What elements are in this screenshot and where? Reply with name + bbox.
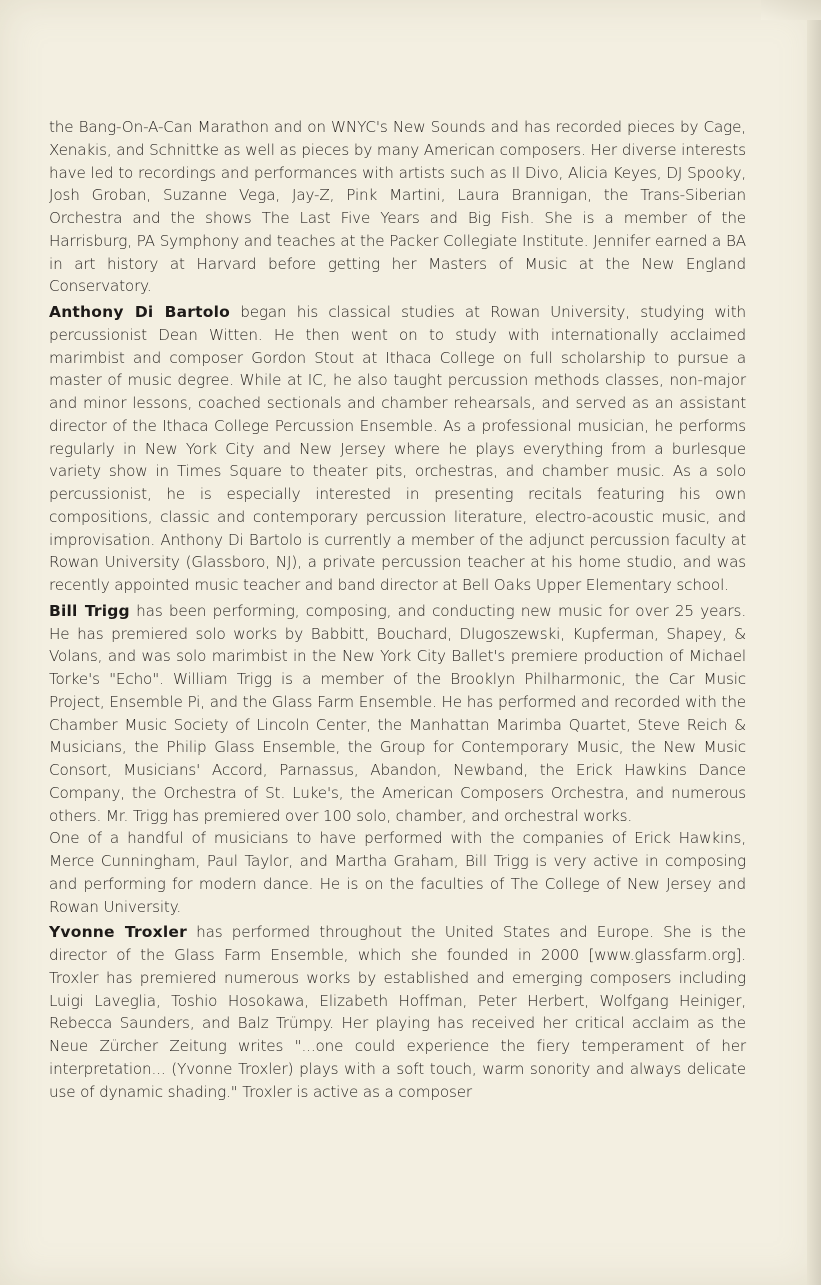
bio-text: began his classical studies at Rowan University, studying with percussionist Dean Witten. He then went on to study with internationally acclaimed marimbist and composer Gordon Stout at Ithaca College on full scholarship to pursue a master of music degree. While at IC, he also taught percussion methods classes, non-major and minor lessons, coached sectionals and chamber rehearsals, and served as an assistant director of the Ithaca College Percussion Ensemble. As a professional musician, he performs regularly in New York City and New Jersey where he plays everything from a burlesque variety show in Times Square to theater pits, orchestras, and chamber music. As a solo percussionist, he is especially interested in presenting recitals featuring his own compositions, classic and contemporary percussion literature, electro-acoustic music, and improvisation. Anthony Di Bartolo is currently a member of the adjunct percussion faculty at Rowan University (Glassboro, NJ), a private percussion teacher at his home studio, and was recently appointed music teacher and band director at Bell Oaks Upper Elementary school. — [49, 303, 746, 594]
bio-text: has performed throughout the United States and Europe. She is the director of the Glass Farm Ensemble, which she founded in 2000 [www.glassfarm.org]. Troxler has premiered numerous works by established and emerging composers including Luigi Laveglia, Toshio Hosokawa, Elizabeth Hoffman, Peter Herbert, Wolfgang Heiniger, Rebecca Saunders, and Balz Trümpy. Her playing has received her critical acclaim as the Neue Zürcher Zeitung writes "...one could experience the fiery temperament of her interpretation... (Yvonne Troxler) plays with a soft touch, warm sonority and always delicate use of dynamic shading." Troxler is active as a composer — [49, 923, 747, 1101]
bio-name: Yvonne Troxler — [49, 923, 187, 942]
page-corner — [761, 0, 821, 20]
bio-paragraph-bill-trigg — [49, 600, 746, 828]
bio-name: Anthony Di Bartolo — [49, 303, 230, 321]
bio-text: One of a handful of musicians to have performed with the companies of Erick Hawkins, Merce Cunningham, Paul Taylor, and Martha Graham, Bill Trigg is very active in composing and performing for modern dance. He is on the faculties of The College of New Jersey and Rowan University. — [49, 829, 746, 916]
bio-name: Bill Trigg — [49, 601, 130, 620]
bio-paragraph-jennifer-continued — [49, 116, 746, 298]
bio-text: the Bang-On-A-Can Marathon and on WNYC's New Sounds and has recorded pieces by Cage, Xenakis, and Schnittke as well as pieces by many American composers. Her diverse interests have led to recordings and performances with artists such as Il Divo, Alicia Keyes, DJ Spooky, Josh Groban, Suzanne Vega, Jay-Z, Pink Martini, Laura Brannigan, the Trans-Siberian Orchestra and the shows The Last Five Years and Big Fish. She is a member of the Harrisburg, PA Symphony and teaches at the Packer Collegiate Institute. Jennifer earned a BA in art history at Harvard before getting her Masters of Music at the New England Conservatory. — [49, 118, 746, 296]
bio-text: has been performing, composing, and conducting new music for over 25 years. He has premiered solo works by Babbitt, Bouchard, Dlugoszewski, Kupferman, Shapey, & Volans, and was solo marimbist in the New York City Ballet's premiere production of Michael Torke's "Echo". William Trigg is a member of the Brooklyn Philharmonic, the Car Music Project, Ensemble Pi, and the Glass Farm Ensemble. He has performed and recorded with the Chamber Music Society of Lincoln Center, the Manhattan Marimba Quartet, Steve Reich & Musicians, the Philip Glass Ensemble, the Group for Contemporary Music, the New Music Consort, Musicians' Accord, Parnassus, Abandon, Newband, the Erick Hawkins Dance Company, the Orchestra of St. Luke's, the American Composers Orchestra, and numerous others. Mr. Trigg has premiered over 100 solo, chamber, and orchestral works. — [49, 601, 746, 825]
bio-paragraph-anthony-di-bartolo — [49, 301, 746, 597]
bio-text-column — [49, 116, 746, 1103]
page-edge — [807, 0, 821, 1285]
bio-paragraph-bill-trigg-continued — [49, 827, 746, 918]
bio-paragraph-yvonne-troxler — [49, 921, 746, 1103]
